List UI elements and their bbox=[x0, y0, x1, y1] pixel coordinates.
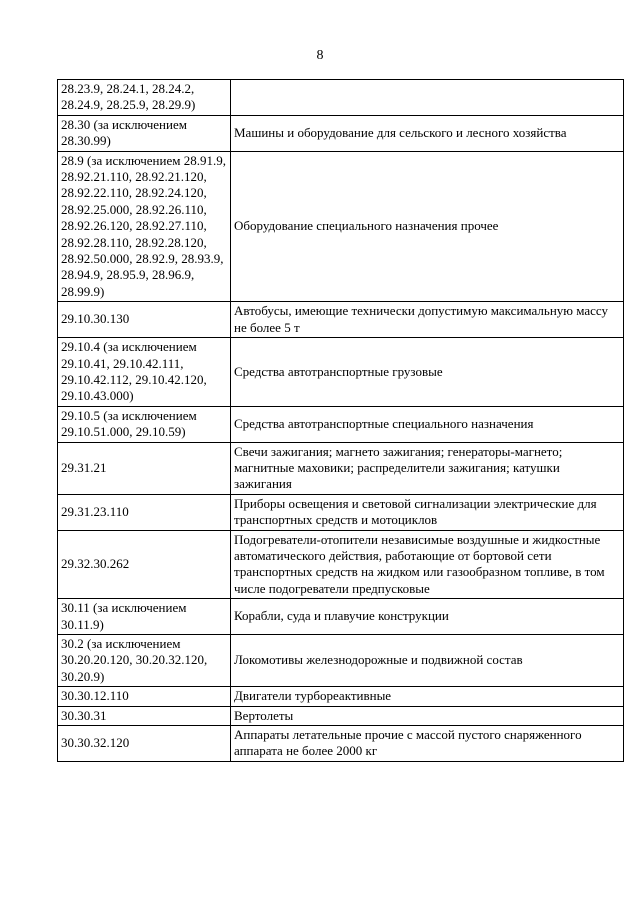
description-cell: Подогреватели-отопители независимые воздушные и жидкостные автоматического действия, работающие от бортовой сети транспортных средств на жидком или газообразном топливе, в том числе подогреватели предпусковые bbox=[231, 530, 624, 599]
table-row bbox=[58, 338, 624, 407]
okpd-code-cell: 28.9 (за исключением 28.91.9, 28.92.21.110, 28.92.21.120, 28.92.22.110, 28.92.24.120, 28.92.25.000, 28.92.26.110, 28.92.26.120, 28.92.27.110, 28.92.28.110, 28.92.28.120, 28.92.50.000, 28.92.9, 28.93.9, 28.94.9, 28.95.9, 28.96.9, 28.99.9) bbox=[58, 151, 231, 302]
okpd-code-cell: 30.30.32.120 bbox=[58, 726, 231, 762]
table-row bbox=[58, 530, 624, 599]
okpd-code-cell: 29.31.21 bbox=[58, 442, 231, 494]
okpd-code-cell: 30.11 (за исключением 30.11.9) bbox=[58, 599, 231, 635]
description-cell: Корабли, суда и плавучие конструкции bbox=[231, 599, 624, 635]
description-cell: Приборы освещения и световой сигнализации электрические для транспортных средств и мотоциклов bbox=[231, 494, 624, 530]
description-cell: Средства автотранспортные грузовые bbox=[231, 338, 624, 407]
description-cell: Вертолеты bbox=[231, 706, 624, 725]
description-cell: Машины и оборудование для сельского и лесного хозяйства bbox=[231, 115, 624, 151]
description-cell: Оборудование специального назначения прочее bbox=[231, 151, 624, 302]
okpd-code-cell: 29.31.23.110 bbox=[58, 494, 231, 530]
description-cell bbox=[231, 80, 624, 116]
okpd-code-cell: 29.10.30.130 bbox=[58, 302, 231, 338]
table-row bbox=[58, 687, 624, 706]
okpd-code-cell: 30.2 (за исключением 30.20.20.120, 30.20.32.120, 30.20.9) bbox=[58, 635, 231, 687]
description-cell: Автобусы, имеющие технически допустимую максимальную массу не более 5 т bbox=[231, 302, 624, 338]
okpd-code-cell: 29.10.5 (за исключением 29.10.51.000, 29.10.59) bbox=[58, 406, 231, 442]
okpd-code-cell: 28.23.9, 28.24.1, 28.24.2, 28.24.9, 28.25.9, 28.29.9) bbox=[58, 80, 231, 116]
description-cell: Двигатели турбореактивные bbox=[231, 687, 624, 706]
okpd-code-cell: 30.30.12.110 bbox=[58, 687, 231, 706]
table-row bbox=[58, 726, 624, 762]
classification-table bbox=[57, 79, 624, 762]
okpd-code-cell: 29.10.4 (за исключением 29.10.41, 29.10.42.111, 29.10.42.112, 29.10.42.120, 29.10.43.000) bbox=[58, 338, 231, 407]
description-cell: Свечи зажигания; магнето зажигания; генераторы-магнето; магнитные маховики; распределители зажигания; катушки зажигания bbox=[231, 442, 624, 494]
table-row bbox=[58, 80, 624, 116]
description-cell: Средства автотранспортные специального назначения bbox=[231, 406, 624, 442]
table-row bbox=[58, 494, 624, 530]
okpd-code-cell: 28.30 (за исключением 28.30.99) bbox=[58, 115, 231, 151]
table-row bbox=[58, 442, 624, 494]
okpd-code-cell: 29.32.30.262 bbox=[58, 530, 231, 599]
table-row bbox=[58, 406, 624, 442]
table-row bbox=[58, 302, 624, 338]
page-number: 8 bbox=[316, 48, 324, 63]
okpd-code-cell: 30.30.31 bbox=[58, 706, 231, 725]
table-body bbox=[58, 80, 624, 762]
table-row bbox=[58, 115, 624, 151]
table-row bbox=[58, 635, 624, 687]
table-row bbox=[58, 599, 624, 635]
description-cell: Локомотивы железнодорожные и подвижной состав bbox=[231, 635, 624, 687]
table-row bbox=[58, 151, 624, 302]
table-row bbox=[58, 706, 624, 725]
description-cell: Аппараты летательные прочие с массой пустого снаряженного аппарата не более 2000 кг bbox=[231, 726, 624, 762]
